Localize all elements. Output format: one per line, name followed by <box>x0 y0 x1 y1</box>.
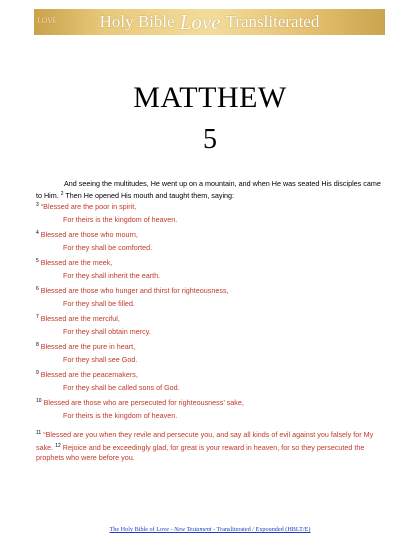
verse-line: For they shall obtain mercy. <box>63 327 151 336</box>
verse-number: 11 <box>36 430 42 436</box>
header-banner <box>34 9 385 35</box>
verse-line: For theirs is the kingdom of heaven. <box>63 215 178 224</box>
banner-title-love: Love <box>179 9 221 34</box>
beatitude-verse <box>36 229 388 252</box>
verse-number: 3 <box>36 202 39 208</box>
footer-link[interactable] <box>0 526 420 533</box>
beatitudes-list <box>36 196 388 464</box>
verse-number: 12 <box>55 442 61 449</box>
verse-number: 7 <box>36 314 39 320</box>
verse-11-text: “Blessed are you when they revile and persecute you, and say all kinds of evil against you falsely for My sake. <box>36 430 374 452</box>
verse-number: 10 <box>36 398 42 404</box>
verse-line: Blessed are those who are persecuted for righteousness’ sake, <box>43 398 244 407</box>
verse-line: Blessed are the merciful, <box>40 314 120 323</box>
footer-text: The Holy Bible of Love - <box>109 526 175 533</box>
verse-line: For theirs is the kingdom of heaven. <box>63 411 178 420</box>
verse-number: 4 <box>36 230 39 236</box>
verse-number: 9 <box>36 370 39 376</box>
verse-line: Blessed are the pure in heart, <box>40 342 136 351</box>
verse-line: Blessed are those who mourn, <box>40 230 138 239</box>
verse-line: Blessed are the meek, <box>40 258 113 267</box>
footer-text-italic: New Testament <box>174 526 212 533</box>
verse-2-text: Then He opened His mouth and taught them, saying: <box>65 191 235 200</box>
banner-title-prefix: Holy Bible <box>99 12 175 31</box>
verse-line: For they shall be filled. <box>63 299 135 308</box>
banner-decoration: LOVE <box>37 16 57 25</box>
beatitude-verse <box>36 201 388 224</box>
verse-number: 5 <box>36 258 39 264</box>
beatitude-verse <box>36 285 388 308</box>
verse-12-text: Rejoice and be exceedingly glad, for great is your reward in heaven, for so they persecuted the prophets who were before you. <box>36 442 365 462</box>
verse-1-text: And seeing the multitudes, He went up on a mountain, and when He was seated His disciples came to Him. <box>36 179 381 200</box>
beatitude-verse <box>36 257 388 280</box>
verse-line: Blessed are those who hunger and thirst for righteousness, <box>40 286 229 295</box>
verse-number: 2 <box>60 191 64 197</box>
verse-11-12-paragraph <box>36 428 388 464</box>
beatitude-verse <box>36 369 388 392</box>
beatitude-verse <box>36 397 388 420</box>
chapter-number: 5 <box>203 124 217 155</box>
verse-line: For they shall be called sons of God. <box>63 383 180 392</box>
beatitude-verse <box>36 313 388 336</box>
verse-line: Blessed are the peacemakers, <box>40 370 138 379</box>
verse-line: For they shall see God. <box>63 355 138 364</box>
verse-line: For they shall inherit the earth. <box>63 271 161 280</box>
footer-text: - Transliterated / Expounded (HBLT/E) <box>211 526 311 533</box>
book-title: MATTHEW <box>133 81 287 114</box>
banner-title-suffix: Transliterated <box>225 12 320 31</box>
verse-number: 8 <box>36 342 39 348</box>
verse-line: “Blessed are the poor in spirit, <box>40 202 137 211</box>
beatitude-verse <box>36 341 388 364</box>
verse-number: 6 <box>36 286 39 292</box>
verse-line: For they shall be comforted. <box>63 243 153 252</box>
